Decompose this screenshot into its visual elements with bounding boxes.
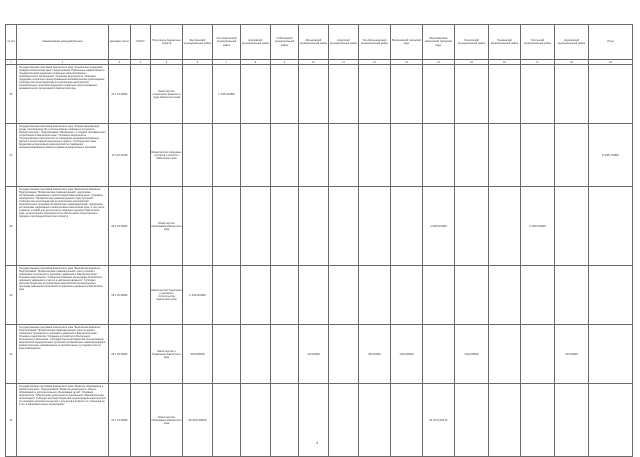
district-amount	[555, 384, 589, 457]
district-amount: 300,00000	[183, 325, 213, 384]
column-header: Пенжинский муниципальный район	[489, 25, 521, 60]
district-amount	[455, 384, 489, 457]
district-amount	[555, 65, 589, 124]
column-number: 2	[17, 60, 109, 65]
district-amount	[299, 65, 329, 124]
district-amount: 25 000,00000	[183, 384, 213, 457]
column-number: 6	[183, 60, 213, 65]
district-amount	[329, 65, 359, 124]
district-amount: 8 195,73000	[589, 124, 633, 187]
column-header: Усть-Большерецкий муниципальный район	[359, 25, 391, 60]
district-amount	[183, 65, 213, 124]
column-header: Вилючинский городской округ	[391, 25, 423, 60]
column-number: 16	[489, 60, 521, 65]
district-amount	[391, 384, 423, 457]
district-amount	[271, 65, 299, 124]
kosgu-code	[131, 187, 151, 266]
district-amount: 1 000,00000	[521, 187, 555, 266]
district-amount	[423, 266, 455, 325]
kosgu-code	[131, 266, 151, 325]
recipient-name: Министерство социального развития и труда Камчатского края	[151, 65, 183, 124]
district-amount	[391, 266, 423, 325]
district-amount	[521, 124, 555, 187]
column-header: Усть-Камчатский муниципальный район	[213, 25, 241, 60]
page-number: 4	[316, 440, 319, 445]
expense-description: Государственная программа Камчатского края "Социальная поддержка граждан в Камчатском крае" Подпрограмма "Повышение эффективности государственной поддержки социально ориентированных некоммерческих организаций". Основное мероприятие "Оказание поддержки социально ориентированным некоммерческим организациям" Субсидии местным бюджетам на реализацию мероприятий муниципальных программ поддержки социально ориентированных некоммерческих организаций в Камчатском крае	[17, 65, 109, 124]
district-amount	[555, 187, 589, 266]
district-amount	[241, 124, 271, 187]
district-amount	[489, 266, 521, 325]
target-code: 12 3 00 40490	[109, 124, 131, 187]
table-row	[6, 65, 633, 124]
column-header: Петропавловск-Камчатский городской округ	[423, 25, 455, 60]
district-amount	[241, 325, 271, 384]
district-amount	[589, 187, 633, 266]
column-number: 14	[423, 60, 455, 65]
kosgu-code	[131, 384, 151, 457]
column-number: 12	[359, 60, 391, 65]
district-amount	[455, 65, 489, 124]
district-amount: 1 765,22000	[213, 65, 241, 124]
district-amount	[521, 384, 555, 457]
district-amount: 100,00000	[455, 325, 489, 384]
district-amount	[271, 187, 299, 266]
recipient-name: Министерство природных ресурсов и экологии Камчатского края	[151, 124, 183, 187]
table-row	[6, 325, 633, 384]
district-amount	[329, 325, 359, 384]
row-number: 41	[6, 384, 17, 457]
district-amount	[213, 384, 241, 457]
column-header: № п/п	[6, 25, 17, 60]
district-amount	[329, 384, 359, 457]
district-amount	[489, 124, 521, 187]
district-amount	[271, 325, 299, 384]
district-amount	[489, 65, 521, 124]
column-header: Алеутский муниципальный район	[329, 25, 359, 60]
district-amount	[423, 325, 455, 384]
recipient-name: Министерство образования Камчатского края	[151, 187, 183, 266]
district-amount	[271, 266, 299, 325]
district-amount	[183, 187, 213, 266]
district-amount	[299, 187, 329, 266]
district-amount	[213, 187, 241, 266]
column-number: 19	[589, 60, 633, 65]
district-amount	[299, 124, 329, 187]
row-number: 36	[6, 65, 17, 124]
expense-description: Государственная программа Камчатского края "Безопасная Камчатка". Подпрограмма "Профилактика правонарушений, преступлений и повышение безопасности дорожного движения в Камчатском крае". Основное мероприятие "Создание условий для обеспечения безопасности населения". Субсидии местным бюджетам на реализацию мероприятий муниципальных программ профилактики правонарушений в Камчатском крае, направленных на приобретение и установку систем видеонаблюдения	[17, 325, 109, 384]
recipient-name: Министерство транспорта и дорожного строительства Камчатского края	[151, 266, 183, 325]
district-amount: 130,00000	[391, 325, 423, 384]
column-number: 17	[521, 60, 555, 65]
table-row	[6, 187, 633, 266]
district-amount	[359, 384, 391, 457]
column-number: 13	[391, 60, 423, 65]
district-amount	[213, 325, 241, 384]
district-amount	[489, 384, 521, 457]
target-code: 08 2 00 40860	[109, 187, 131, 266]
column-number: 10	[299, 60, 329, 65]
column-header: Тигильский муниципальный район	[521, 25, 555, 60]
column-header: Соболевский муниципальный район	[271, 25, 299, 60]
district-amount	[489, 187, 521, 266]
district-amount	[359, 124, 391, 187]
column-number: 11	[329, 60, 359, 65]
target-code: 08 1 00 40860	[109, 266, 131, 325]
district-amount	[391, 187, 423, 266]
district-amount	[423, 124, 455, 187]
column-header: Наименование расходов/объекта	[17, 25, 109, 60]
column-number: 1	[6, 60, 17, 65]
kosgu-code	[131, 65, 151, 124]
district-amount	[299, 266, 329, 325]
target-code: 08 1 00 40860	[109, 325, 131, 384]
district-amount	[271, 384, 299, 457]
recipient-name: Министерство образования Камчатского края	[151, 384, 183, 457]
district-amount: 1 230,00000	[183, 266, 213, 325]
district-amount	[391, 124, 423, 187]
row-number: 38	[6, 187, 17, 266]
table-row	[6, 384, 633, 457]
district-amount	[329, 187, 359, 266]
expense-description: Государственная программа Камчатского края "Развитие образования в Камчатском крае". Подпрограмма "Развитие дошкольного, общего образования и дополнительного образования детей". Основное мероприятие "Обеспечение деятельности дошкольных образовательных организаций". Субсидии местным бюджетам на реализацию мероприятий по созданию дополнительных мест для детей в возрасте от 2 месяцев до 3 лет в образовательных организациях	[17, 384, 109, 457]
column-number: 4	[131, 60, 151, 65]
row-number: 40	[6, 325, 17, 384]
kosgu-code	[131, 124, 151, 187]
column-number: 5	[151, 60, 183, 65]
column-header: Олюторский муниципальный район	[455, 25, 489, 60]
district-amount	[271, 124, 299, 187]
column-number: 7	[213, 60, 241, 65]
district-amount	[241, 65, 271, 124]
district-amount	[241, 384, 271, 457]
column-header: Быстринский муниципальный район	[183, 25, 213, 60]
district-amount	[241, 187, 271, 266]
kosgu-code	[131, 325, 151, 384]
district-amount	[423, 65, 455, 124]
column-header: Итого	[589, 25, 633, 60]
district-amount	[589, 65, 633, 124]
expense-description: Государственная программа Камчатского края "Безопасная Камчатка". Подпрограмма "Профилактика правонарушений, терроризма, экстремизма, наркомании и алкоголизма в Камчатском крае". Основное мероприятие "Профилактика правонарушений и преступлений". Субсидии местным бюджетам на реализацию мероприятий муниципальных программ профилактики правонарушений, терроризма, экстремизма, наркомании и алкоголизма в Камчатском крае, в том числе создание условий для деятельности народных дружин в Камчатском крае, на выполнение мероприятий по обеспечению общественного порядка и противодействию преступности	[17, 187, 109, 266]
district-amount	[589, 266, 633, 325]
district-amount	[391, 65, 423, 124]
district-amount	[455, 124, 489, 187]
column-header: Карагинский муниципальный район	[555, 25, 589, 60]
column-header: Елизовский муниципальный район	[241, 25, 271, 60]
column-header: Получатель бюджетных средств	[151, 25, 183, 60]
district-amount	[521, 266, 555, 325]
column-number: 15	[455, 60, 489, 65]
district-amount	[329, 266, 359, 325]
district-amount	[359, 266, 391, 325]
row-number: 37	[6, 124, 17, 187]
row-number: 39	[6, 266, 17, 325]
column-number: 9	[271, 60, 299, 65]
column-header: Целевая статья	[109, 25, 131, 60]
district-amount	[183, 124, 213, 187]
district-amount	[359, 65, 391, 124]
column-number: 3	[109, 60, 131, 65]
district-amount: 10,00000	[299, 325, 329, 384]
column-header: КОСГУ	[131, 25, 151, 60]
table-row	[6, 124, 633, 187]
district-amount	[489, 325, 521, 384]
table-row	[6, 266, 633, 325]
district-amount	[521, 65, 555, 124]
recipient-name: Министерство и Управление Камчатского края	[151, 325, 183, 384]
budget-table-sheet	[5, 24, 632, 437]
district-amount	[455, 187, 489, 266]
district-amount	[213, 266, 241, 325]
district-amount	[241, 266, 271, 325]
column-number: 18	[555, 60, 589, 65]
expense-description: Государственная программа Камчатского края "Охрана окружающей среды, воспроизводство и использование природных ресурсов в Камчатском крае". Подпрограмма "Обращение с отходами производства и потребления в Камчатском крае". Основное мероприятие "Осуществление мероприятий по ликвидации несанкционированных свалок и рекультивации нарушенных земель". Субсидии местным бюджетам на реализацию мероприятий по ликвидации несанкционированных свалок в рамках муниципальных программ	[17, 124, 109, 187]
target-code: 23 1 00 40830	[109, 65, 131, 124]
budget-distribution-table	[5, 24, 633, 457]
district-amount	[359, 187, 391, 266]
district-amount	[521, 325, 555, 384]
district-amount	[555, 124, 589, 187]
district-amount	[589, 325, 633, 384]
district-amount	[329, 124, 359, 187]
district-amount	[589, 384, 633, 457]
district-amount: 20,00000	[555, 325, 589, 384]
expense-description: Государственная программа Камчатского края "Безопасная Камчатка". Подпрограмма "Профилактика правонарушений, преступлений и повышение безопасности дорожного движения в Камчатском крае". Основное мероприятие "Совершенствование организации безопасного дорожного движения и участия в дорожном движении". Субсидии местным бюджетам на реализацию мероприятий муниципальных программ повышения безопасности дорожного движения в Камчатском крае	[17, 266, 109, 325]
column-header: Мильковский муниципальный район	[299, 25, 329, 60]
district-amount: 1 000,00000	[423, 187, 455, 266]
district-amount	[213, 124, 241, 187]
district-amount: 25,00000	[359, 325, 391, 384]
district-amount	[455, 266, 489, 325]
target-code: 02 1 00 40960	[109, 384, 131, 457]
column-number: 8	[241, 60, 271, 65]
district-amount	[299, 384, 329, 457]
district-amount: 31 672,26171	[423, 384, 455, 457]
district-amount	[555, 266, 589, 325]
table-header-row	[6, 25, 633, 60]
